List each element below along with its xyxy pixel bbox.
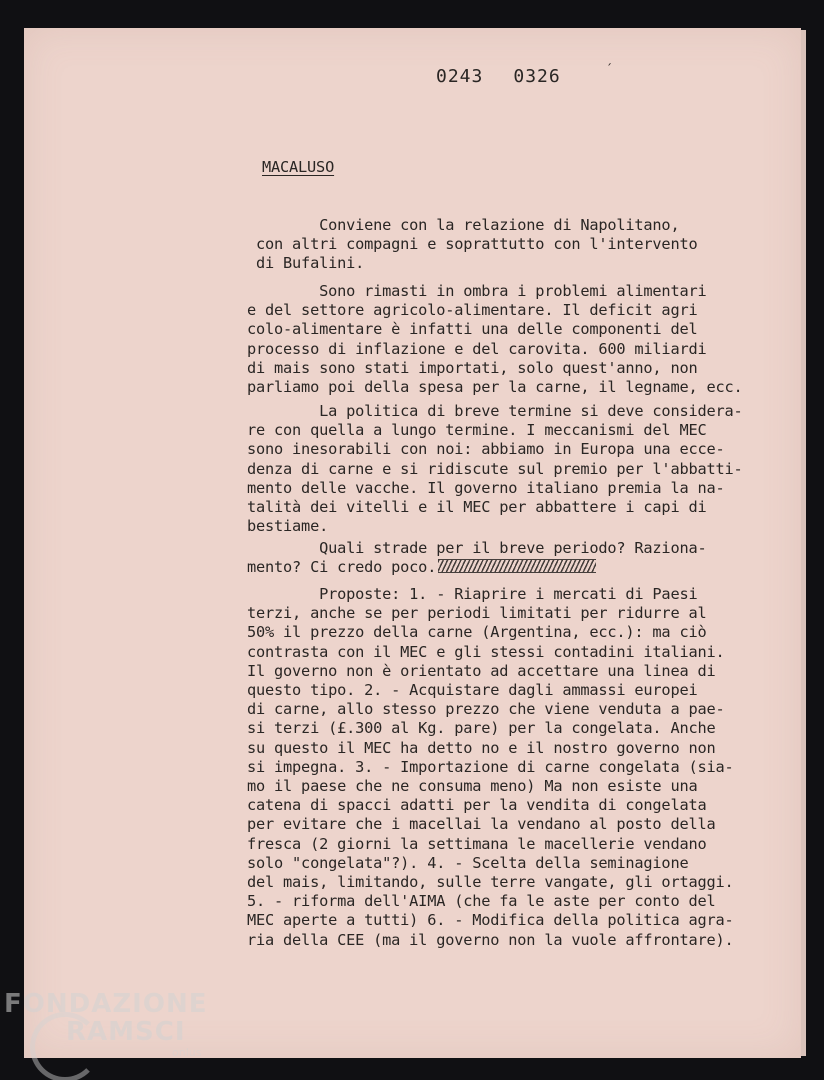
paragraph-4-line-1: Quali strade per il breve periodo? Raziona- (247, 539, 707, 557)
document-number (436, 66, 561, 87)
paragraph-4-line-2: mento? Ci credo poco. (247, 558, 437, 577)
paragraph-3: La politica di breve termine si deve considera- re con quella a lungo termine. I meccanismi del MEC sono inesorabili con noi: abbiamo in Europa una ecce- denza di carne e si ridiscute sul premio per l'abbatti- mento delle vacche. Il governo italiano premia la na- talità dei vitelli e il MEC per abbattere i capi di bestiame. (247, 402, 743, 536)
pen-mark: ´ (606, 62, 612, 76)
speaker-name: MACALUSO (262, 158, 335, 176)
watermark-line-3: onlus (172, 1046, 202, 1059)
watermark (4, 990, 207, 1046)
document-number-1: 0243 (436, 66, 484, 87)
paragraph-1: Conviene con la relazione di Napolitano, con altri compagni e soprattutto con l'intervento di Bufalini. (256, 216, 698, 273)
paragraph-4 (247, 539, 807, 577)
watermark-line-2: RAMSCI (66, 1017, 186, 1047)
paragraph-2: Sono rimasti in ombra i problemi alimentari e del settore agricolo-alimentare. Il deficit agri colo-alimentare è infatti una delle componenti del processo di inflazione e del carovita. 600 miliardi di mais sono stati importati, solo quest'anno, non parliamo poi della spesa per la carne, il legname, ecc. (247, 282, 743, 397)
crossed-out-text (438, 559, 596, 573)
watermark-line-1: FONDAZIONE (4, 989, 208, 1019)
paragraph-5: Proposte: 1. - Riaprire i mercati di Paesi terzi, anche se per periodi limitati per ridurre al 50% il prezzo della carne (Argentina, ecc.): ma ciò contrasta con il MEC e gli stessi contadini italiani. Il governo non è orientato ad accettare una linea di questo tipo. 2. - Acquistare dagli ammassi europei di carne, allo stesso prezzo che viene venduta a pae- si terzi (£.300 al Kg. pare) per la congelata. Anche su questo il MEC ha detto no e il nostro governo non si impegna. 3. - Importazione di carne congelata (sia- mo il paese che ne consuma meno) Ma non esiste una catena di spacci adatti per la vendita di congelata per evitare che i macellai la vendano al posto della fresca (2 giorni la settimana le macellerie vendano solo "congelata"?). 4. - Scelta della seminagione del mais, limitando, sulle terre vangate, gli ortaggi. 5. - riforma dell'AIMA (che fa le aste per conto del MEC aperte a tutti) 6. - Modifica della politica agra- ria della CEE (ma il governo non la vuole affrontare). (247, 585, 734, 949)
document-number-2: 0326 (513, 66, 561, 87)
